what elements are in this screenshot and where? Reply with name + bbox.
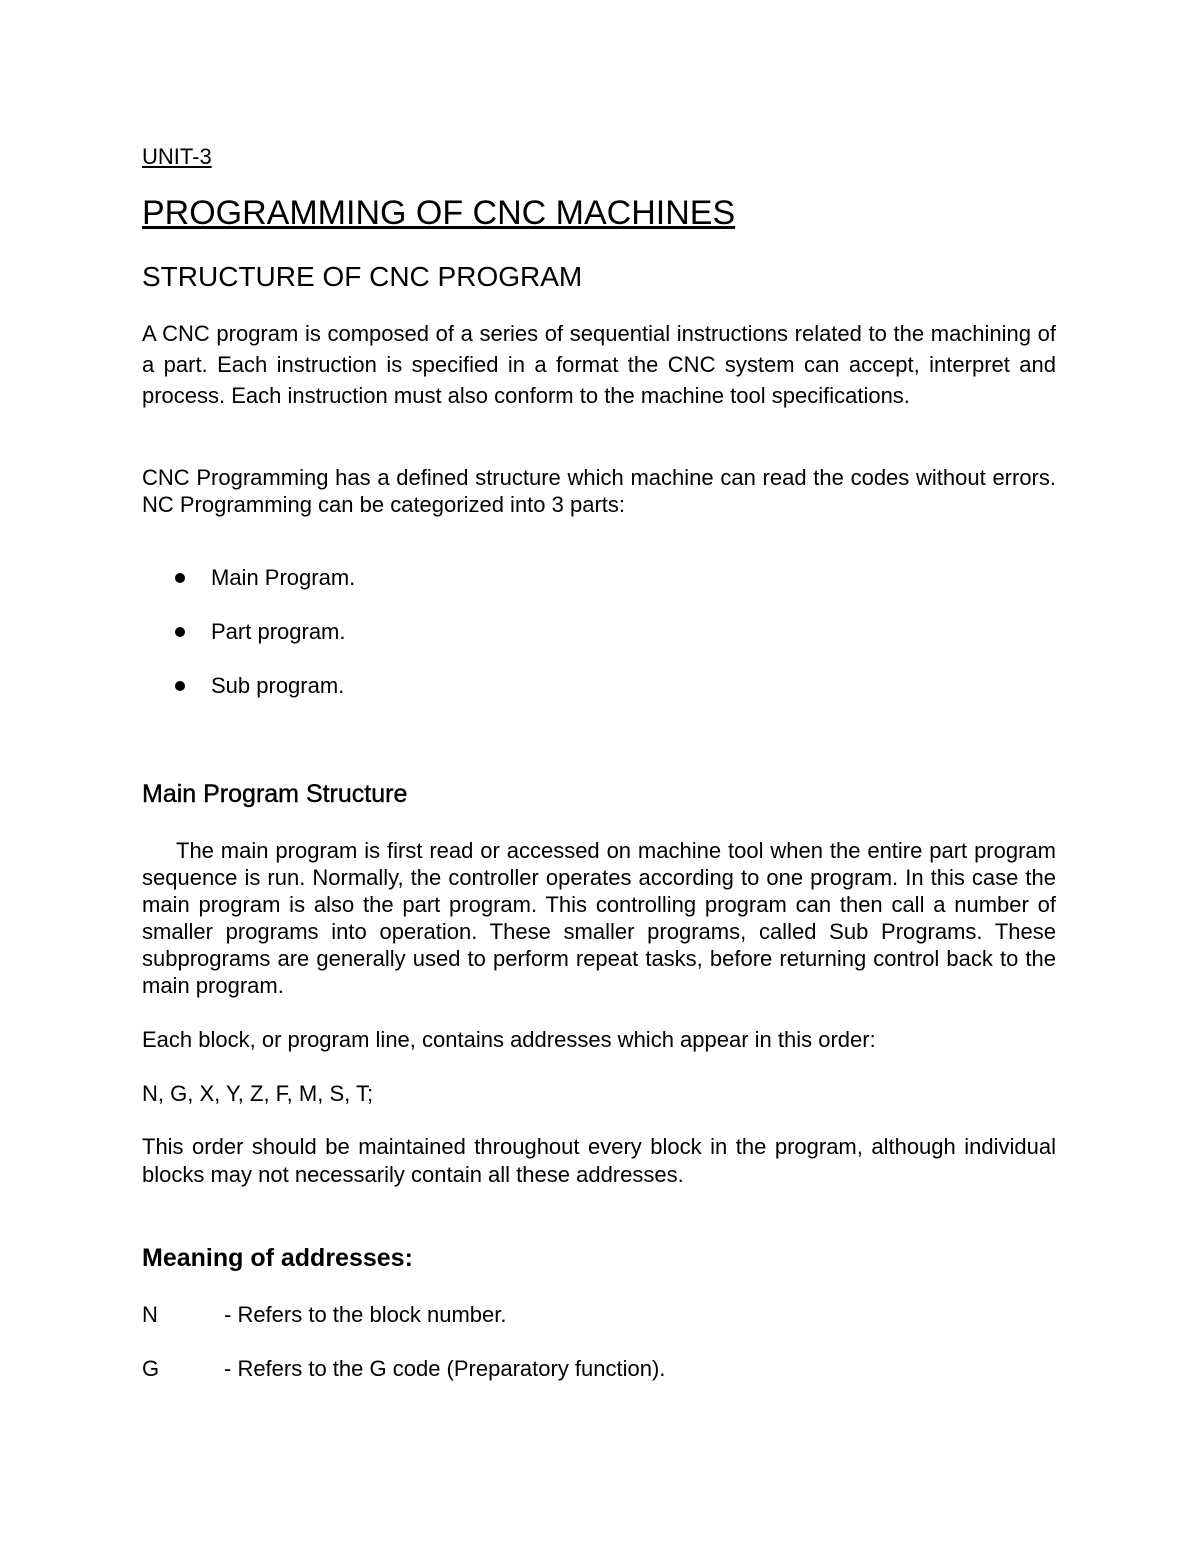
meaning-heading: Meaning of addresses:	[142, 1244, 413, 1272]
address-description: - Refers to the block number.	[224, 1302, 507, 1327]
structure-paragraph: CNC Programming has a defined structure which machine can read the codes without errors. NC Programming can be categorized into 3 parts:	[142, 465, 1056, 517]
list-item	[142, 560, 355, 614]
intro-paragraph: A CNC program is composed of a series of sequential instructions related to the machining of a part. Each instruction is specified in a format the CNC system can accept, interpret and process. Each instruction must also conform to the machine tool specifications.	[142, 321, 1056, 408]
program-parts-list	[142, 560, 355, 722]
list-item-label: Sub program.	[211, 673, 345, 698]
address-description: - Refers to the G code (Preparatory function).	[224, 1356, 666, 1381]
list-item-label: Part program.	[211, 619, 346, 644]
main-program-heading: Main Program Structure	[142, 780, 408, 808]
address-letter: G	[142, 1356, 160, 1381]
list-item	[142, 614, 355, 668]
address-order-text: N, G, X, Y, Z, F, M, S, T;	[142, 1081, 374, 1106]
list-item-label: Main Program.	[211, 565, 356, 590]
address-letter: N	[142, 1302, 158, 1327]
page-title: PROGRAMMING OF CNC MACHINES	[142, 194, 736, 232]
address-row-n	[142, 1301, 506, 1329]
bullet-icon	[175, 573, 185, 583]
bullet-icon	[175, 627, 185, 637]
unit-label: UNIT-3	[142, 144, 212, 169]
list-item	[142, 668, 355, 722]
bullet-icon	[175, 681, 185, 691]
block-intro-text: Each block, or program line, contains addresses which appear in this order:	[142, 1027, 876, 1052]
main-program-paragraph: The main program is first read or accessed on machine tool when the entire part program sequence is run. Normally, the controller operates according to one program. In this case the main program is also the part program. This controlling program can then call a number of smaller programs into operation. These smaller programs, called Sub Programs. These subprograms are generally used to perform repeat tasks, before returning control back to the main program.	[142, 838, 1056, 998]
order-note-paragraph: This order should be maintained throughout every block in the program, although individual blocks may not necessarily contain all these addresses.	[142, 1134, 1056, 1187]
address-row-g	[142, 1355, 665, 1383]
section-title: STRUCTURE OF CNC PROGRAM	[142, 261, 583, 292]
